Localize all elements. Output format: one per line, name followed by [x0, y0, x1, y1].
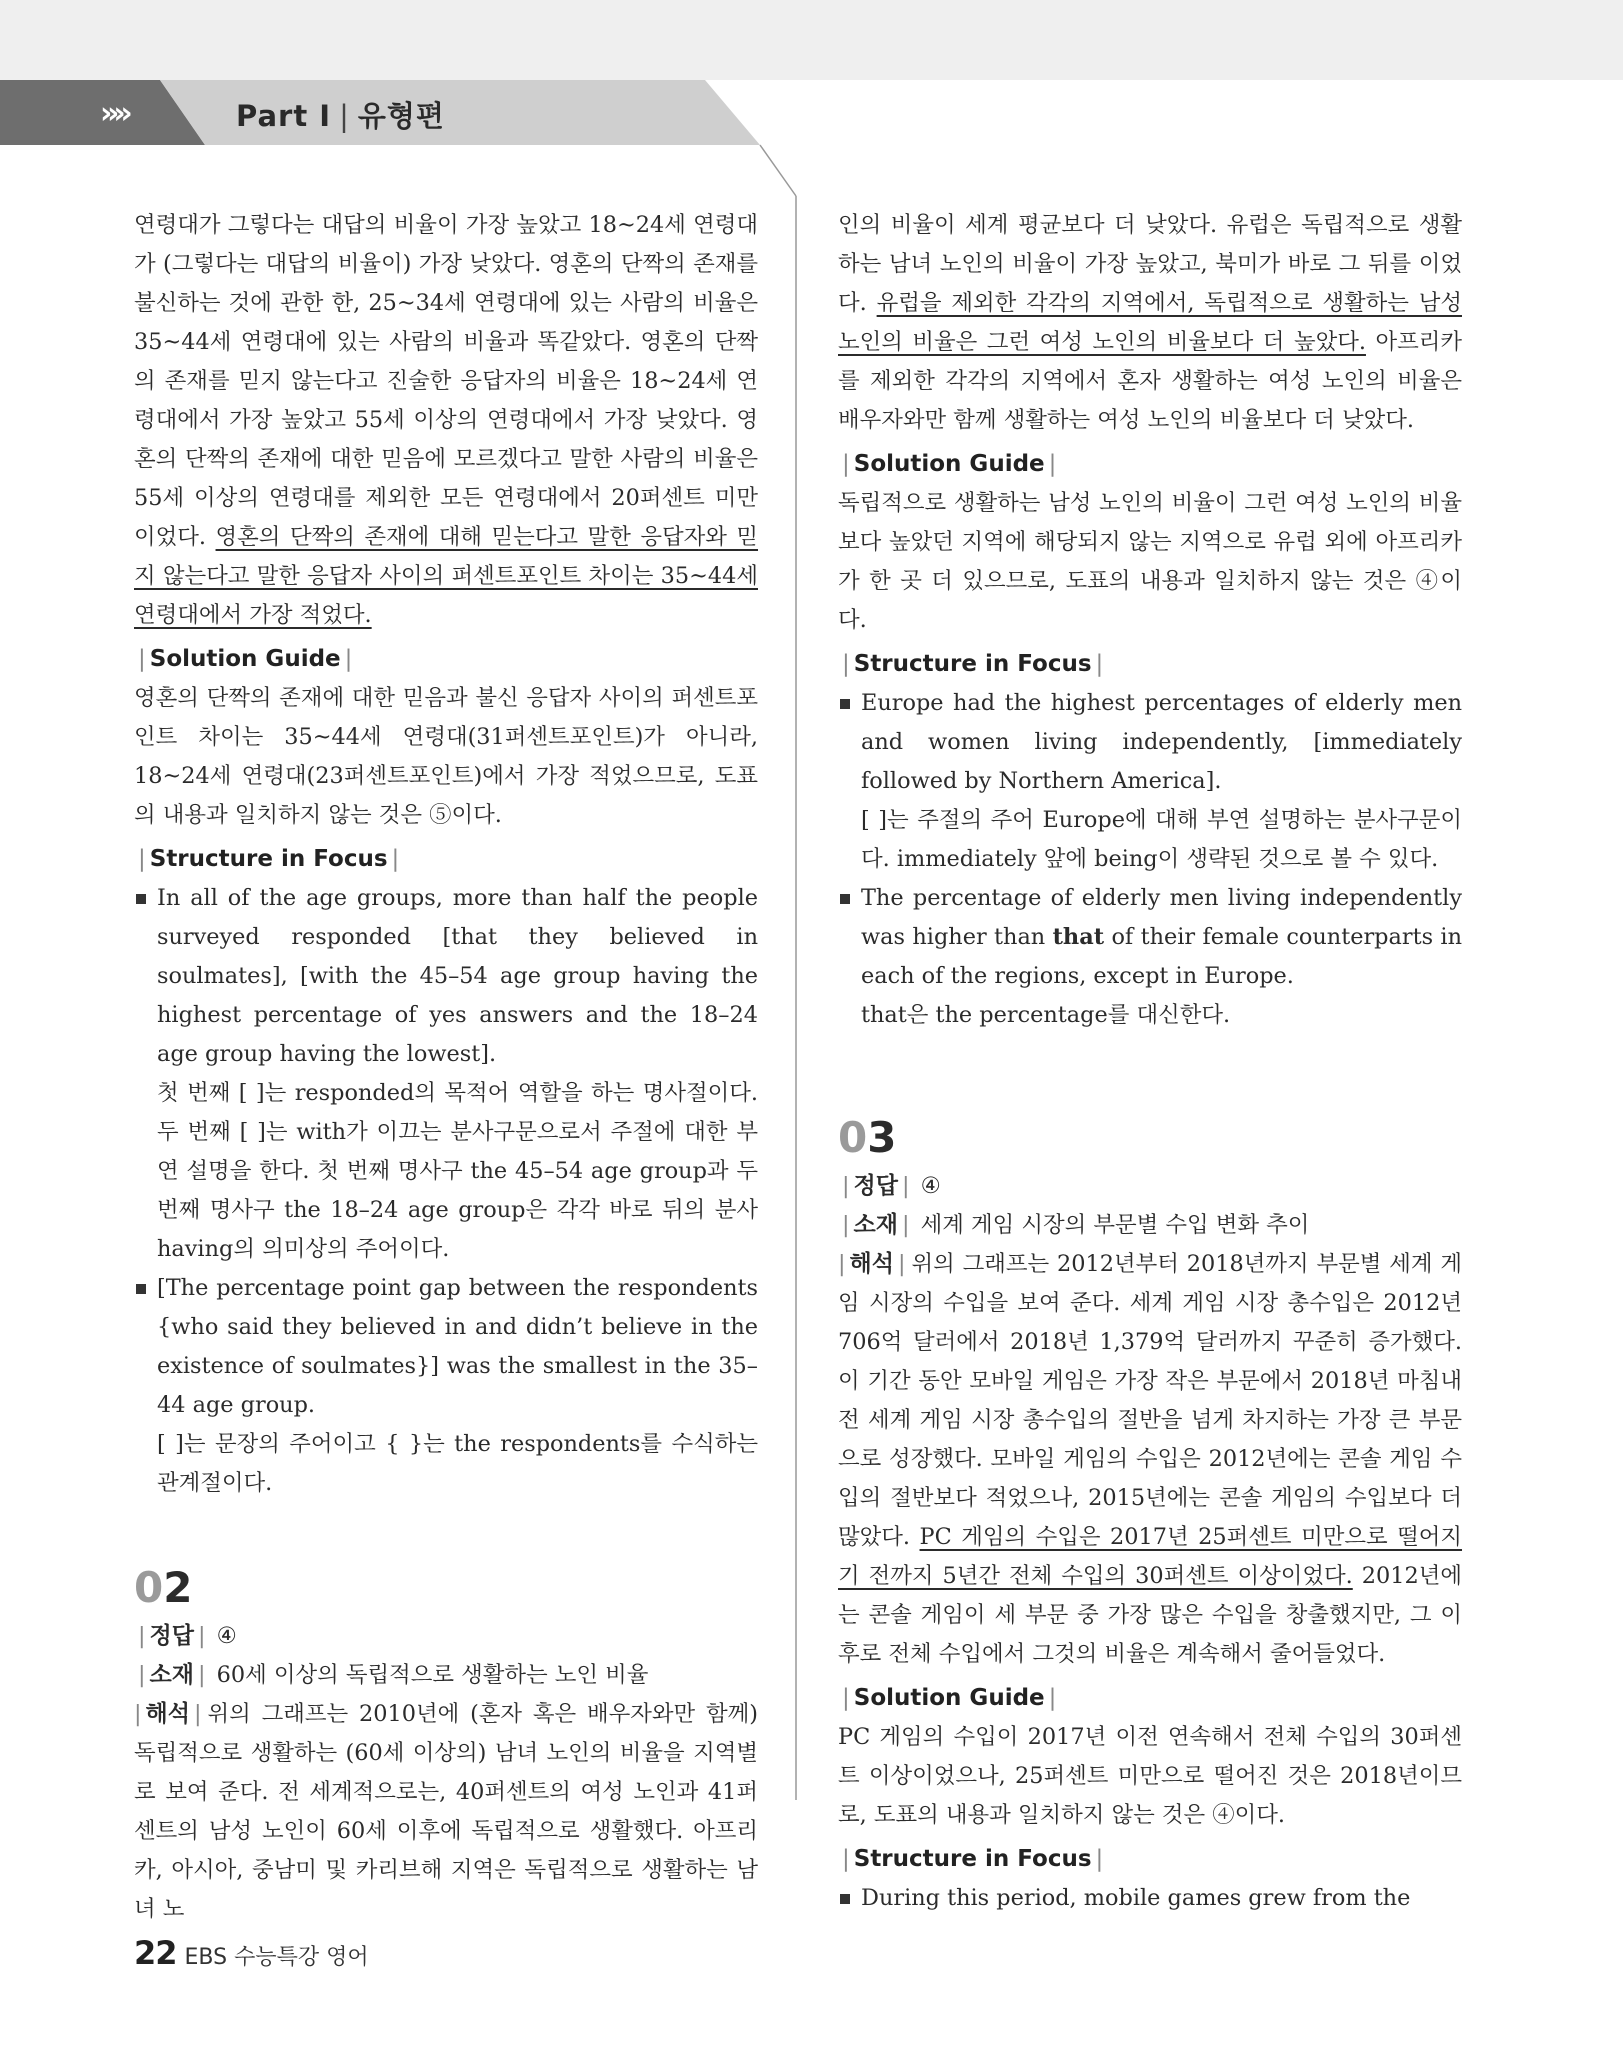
- title-separator: |: [339, 99, 350, 133]
- left-column: [134, 206, 758, 1929]
- translation-continued: 인의 비율이 세계 평균보다 더 낮았다. 유럽은 독립적으로 생활하는 남녀 노인의 비율이 가장 높았고, 북미가 바로 그 뒤를 이었다. 유럽을 제외한 각각의 지역에서, 독립적으로 생활하는 남성 노인의 비율은 그런 여성 노인의 비율보다 더 높았다. 아프리카를 제외한 각각의 지역에서 혼자 생활하는 여성 노인의 비율은 배우자와만 함께 생활하는 여성 노인의 비율보다 더 낮았다.: [838, 212, 1463, 433]
- right-column: [838, 206, 1462, 1918]
- page-number: 22: [134, 1934, 177, 1972]
- solution-guide-heading: | Solution Guide |: [842, 451, 1057, 477]
- solution-guide-text-2: PC 게임의 수입이 2017년 이전 연속해서 전체 수입의 30퍼센트 이상이었으나, 25퍼센트 미만으로 떨어진 것은 2018년이므로, 도표의 내용과 일치하지 않는 것은 ④이다.: [838, 1724, 1462, 1828]
- answer-line: | 정답 | ④: [138, 1623, 237, 1649]
- part-label: Part Ⅰ: [236, 99, 332, 133]
- translation-text: 연령대가 그렇다는 대답의 비율이 가장 높았고 18~24세 연령대가 (그렇다는 대답의 비율이) 가장 낮았다. 영혼의 단짝의 존재를 불신하는 것에 관한 한, 25~34세 연령대에 있는 사람의 비율은 35~44세 연령대에 있는 사람의 비율과 똑같았다. 영혼의 단짝의 존재를 믿지 않는다고 진술한 응답자의 비율은 18~24세 연령대에서 가장 높았고 55세 이상의 연령대에서 가장 낮았다. 영혼의 단짝의 존재에 대한 믿음에 모르겠다고 말한 사람의 비율은 55세 이상의 연령대를 제외한 모든 연령대에서 20퍼센트 미만이었다.: [134, 212, 758, 550]
- structure-note-1: 첫 번째 [ ]는 responded의 목적어 역할을 하는 명사절이다. 두 번째 [ ]는 with가 이끄는 분사구문으로서 주절에 대한 부연 설명을 한다. 첫 번째 명사구 the 45–54 age group과 두 번째 명사구 the 18–24 age group은 각각 바로 뒤의 분사 having의 의미상의 주어이다.: [157, 1080, 758, 1262]
- chevron-icon: »»: [100, 96, 127, 131]
- solution-guide-heading: | Solution Guide |: [138, 646, 353, 672]
- answer-line: | 정답 | ④: [842, 1173, 941, 1199]
- topic-line: | 소재 | 60세 이상의 독립적으로 생활하는 노인 비율: [138, 1662, 649, 1688]
- question-number: 03: [838, 1113, 897, 1162]
- solution-guide-text: 독립적으로 생활하는 남성 노인의 비율이 그런 여성 노인의 비율보다 높았던 지역에 해당되지 않는 지역으로 유럽 외에 아프리카가 한 곳 더 있으므로, 도표의 내용과 일치하지 않는 것은 ④이다.: [838, 490, 1462, 633]
- solution-guide-text: 영혼의 단짝의 존재에 대한 믿음과 불신 응답자 사이의 퍼센트포인트 차이는 35~44세 연령대(31퍼센트포인트)가 아니라, 18~24세 연령대(23퍼센트포인트)에서 가장 적었으므로, 도표의 내용과 일치하지 않는 것은 ⑤이다.: [134, 685, 758, 828]
- solution-guide-heading-2: | Solution Guide |: [842, 1685, 1057, 1711]
- structure-sentence-2: The percentage of elderly men living independently was higher than that of their female counterparts in each of the regions, except in Europe.: [838, 879, 1462, 996]
- structure-sentence-1: Europe had the highest percentages of elderly men and women living independently, [immediately followed by Northern America].: [838, 684, 1462, 801]
- page-footer: [134, 1934, 369, 1972]
- structure-sentence-3: During this period, mobile games grew from the: [838, 1879, 1462, 1918]
- part-title: [236, 94, 445, 135]
- section-label: 유형편: [357, 99, 445, 133]
- underlined-answer: PC 게임의 수입은 2017년 25퍼센트 미만으로 떨어지기 전까지 5년간 전체 수입의 30퍼센트 이상이었다.: [838, 1524, 1463, 1589]
- bullet-square-icon: [136, 1284, 146, 1294]
- structure-sentence-1: In all of the age groups, more than half the people surveyed responded [that they believed in soulmates], [with the 45–54 age group having the highest percentage of yes answers and the 18–24 age group having the lowest].: [134, 879, 758, 1074]
- translation-line: | 해석 | 위의 그래프는 2012년부터 2018년까지 부문별 세계 게임 시장의 수입을 보여 준다. 세계 게임 시장 총수입은 2012년 706억 달러에서 2018년 1,379억 달러까지 꾸준히 증가했다. 이 기간 동안 모바일 게임은 가장 작은 부문에서 2018년 마침내 전 세계 게임 시장 총수입의 절반을 넘게 차지하는 가장 큰 부문으로 성장했다. 모바일 게임의 수입은 2012년에는 콘솔 게임 수입의 절반보다 적었으나, 2015년에는 콘솔 게임의 수입보다 더 많았다. PC 게임의 수입은 2017년 25퍼센트 미만으로 떨어지기 전까지 5년간 전체 수입의 30퍼센트 이상이었다. 2012년에는 콘솔 게임이 세 부문 중 가장 많은 수입을 창출했지만, 그 이후로 전체 수입에서 그것의 비율은 계속해서 줄어들었다.: [838, 1251, 1463, 1667]
- structure-heading: | Structure in Focus |: [138, 846, 400, 872]
- bullet-square-icon: [136, 894, 146, 904]
- structure-sentence-2: [The percentage point gap between the respondents {who said they believed in and didn’t believe in the existence of soulmates}] was the smallest in the 35–44 age group.: [134, 1269, 758, 1425]
- bullet-square-icon: [840, 1894, 850, 1904]
- topic-line: | 소재 | 세계 게임 시장의 부문별 수입 변화 추이: [842, 1212, 1310, 1238]
- structure-note-2: [ ]는 문장의 주어이고 { }는 the respondents를 수식하는 관계절이다.: [157, 1431, 758, 1496]
- structure-heading-2: | Structure in Focus |: [842, 1846, 1104, 1872]
- translation-continued: [134, 206, 758, 635]
- book-title: EBS 수능특강 영어: [184, 1945, 369, 1970]
- bullet-square-icon: [840, 894, 850, 904]
- question-number: 02: [134, 1563, 193, 1612]
- translation-line: | 해석 | 위의 그래프는 2010년에 (혼자 혹은 배우자와만 함께) 독립적으로 생활하는 (60세 이상의) 남녀 노인의 비율을 지역별로 보여 준다. 전 세계적으로는, 40퍼센트의 여성 노인과 41퍼센트의 남성 노인이 60세 이후에 독립적으로 생활했다. 아프리카, 아시아, 중남미 및 카리브해 지역은 독립적으로 생활하는 남녀 노: [134, 1701, 758, 1922]
- structure-note-2: that은 the percentage를 대신한다.: [861, 1002, 1231, 1028]
- structure-note-1: [ ]는 주절의 주어 Europe에 대해 부연 설명하는 분사구문이다. immediately 앞에 being이 생략된 것으로 볼 수 있다.: [861, 807, 1462, 872]
- underlined-answer: 유럽을 제외한 각각의 지역에서, 독립적으로 생활하는 남성 노인의 비율은 그런 여성 노인의 비율보다 더 높았다.: [838, 290, 1462, 355]
- bullet-square-icon: [840, 699, 850, 709]
- underlined-answer: 영혼의 단짝의 존재에 대해 믿는다고 말한 응답자와 믿지 않는다고 말한 응답자 사이의 퍼센트포인트 차이는 35~44세 연령대에서 가장 적었다.: [134, 524, 759, 628]
- structure-heading: | Structure in Focus |: [842, 651, 1104, 677]
